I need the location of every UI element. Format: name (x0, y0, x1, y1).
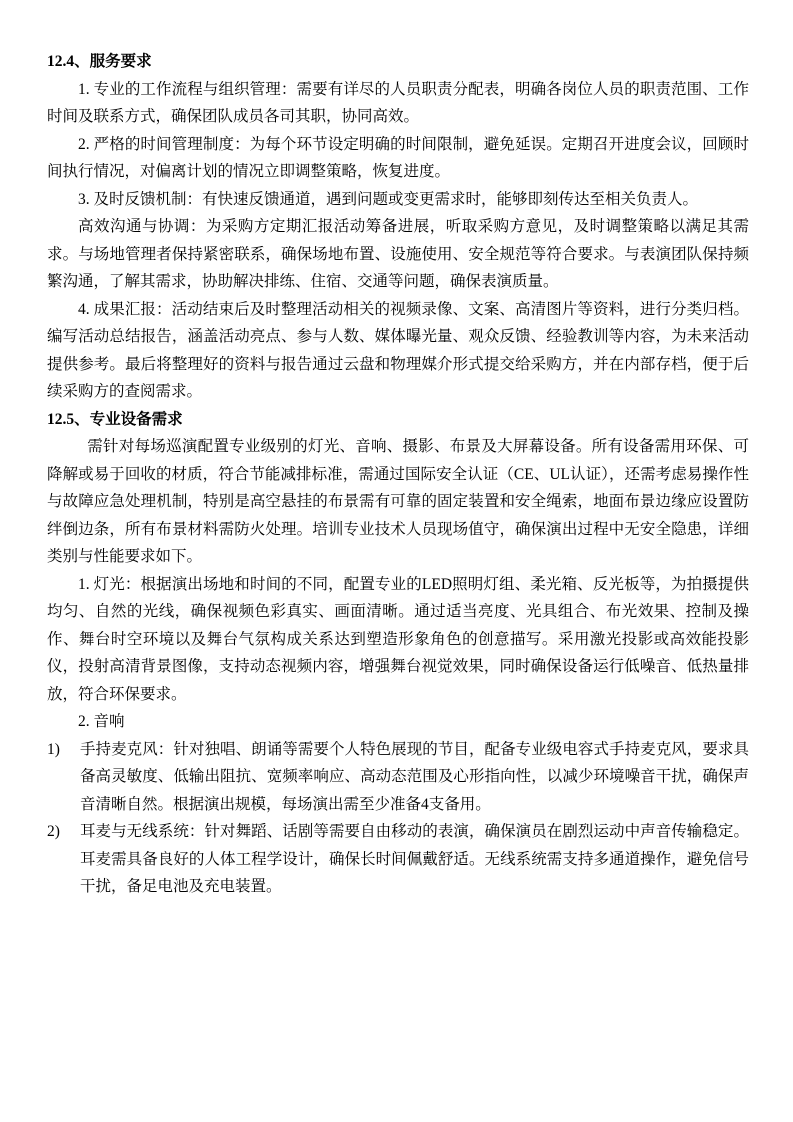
paragraph-time-management: 2. 严格的时间管理制度：为每个环节设定明确的时间限制，避免延误。定期召开进度会议，回顾时间执行情况，对偏离计划的情况立即调整策略，恢复进度。 (47, 135, 749, 180)
list-item-marker: 2) (47, 823, 60, 840)
section-service-requirements (47, 48, 749, 406)
list-item-marker: 1) (47, 740, 60, 758)
list-item-handheld-microphone (47, 736, 749, 819)
audio-equipment-list (47, 736, 749, 901)
paragraph-results-reporting: 4. 成果汇报：活动结束后及时整理活动相关的视频录像、文案、高清图片等资料，进行分类归档。编写活动总结报告，涵盖活动亮点、参与人数、媒体曝光量、观众反馈、经验教训等内容，为未来活动提供参考。最后将整理好的资料与报告通过云盘和物理媒介形式提交给采购方，并在内部存档，便于后续采购方的查阅需求。 (47, 300, 749, 400)
section-heading-service-requirements: 12.4、服务要求 (47, 53, 152, 70)
paragraph-equipment-overview: 需针对每场巡演配置专业级别的灯光、音响、摄影、布景及大屏幕设备。所有设备需用环保、可降解或易于回收的材质，符合节能减排标准，需通过国际安全认证（CE、UL认证），还需考虑易操作性与故障应急处理机制，特别是高空悬挂的布景需有可靠的固定装置和安全绳索，地面布景边缘应设置防绊倒边条，所有布景材料需防火处理。培训专业技术人员现场值守，确保演出过程中无安全隐患，详细类别与性能要求如下。 (47, 438, 749, 565)
section-heading-equipment-requirements: 12.5、专业设备需求 (47, 410, 183, 428)
paragraph-lighting: 1. 灯光：根据演出场地和时间的不同，配置专业的LED照明灯组、柔光箱、反光板等，为拍摄提供均匀、自然的光线，确保视频色彩真实、画面清晰。通过适当亮度、光具组合、布光效果、控制及操作、舞台时空环境以及舞台气氛构成关系达到塑造形象角色的创意描写。采用激光投影或高效能投影仪，投射高清背景图像，支持动态视频内容，增强舞台视觉效果，同时确保设备运行低噪音、低热量排放，符合环保要求。 (47, 575, 749, 703)
list-item-text: 耳麦与无线系统：针对舞蹈、话剧等需要自由移动的表演，确保演员在剧烈运动中声音传输稳定。耳麦需具备良好的人体工程学设计，确保长时间佩戴舒适。无线系统需支持多通道操作，避免信号干扰，备足电池及充电装置。 (80, 823, 749, 895)
paragraph-communication-coordination: 高效沟通与协调：为采购方定期汇报活动筹备进展，听取采购方意见，及时调整策略以满足其需求。与场地管理者保持紧密联系，确保场地布置、设施使用、安全规范等符合要求。与表演团队保持频繁沟通，了解其需求，协助解决排练、住宿、交通等问题，确保表演质量。 (47, 218, 749, 290)
paragraph-feedback-mechanism: 3. 及时反馈机制：有快速反馈通道，遇到问题或变更需求时，能够即刻传达至相关负责人。 (78, 190, 699, 208)
list-item-text: 手持麦克风：针对独唱、朗诵等需要个人特色展现的节目，配备专业级电容式手持麦克风，要求具备高灵敏度、低输出阻抗、宽频率响应、高动态范围及心形指向性，以减少环境噪音干扰，确保声音清晰自然。根据演出规模，每场演出需至少准备4支备用。 (80, 740, 749, 813)
paragraph-workflow-organization: 1. 专业的工作流程与组织管理：需要有详尽的人员职责分配表，明确各岗位人员的职责范围、工作时间及联系方式，确保团队成员各司其职，协同高效。 (47, 80, 749, 125)
paragraph-audio-heading: 2. 音响 (78, 713, 125, 730)
list-item-headset-wireless-system (47, 818, 749, 901)
section-equipment-requirements (47, 406, 749, 901)
